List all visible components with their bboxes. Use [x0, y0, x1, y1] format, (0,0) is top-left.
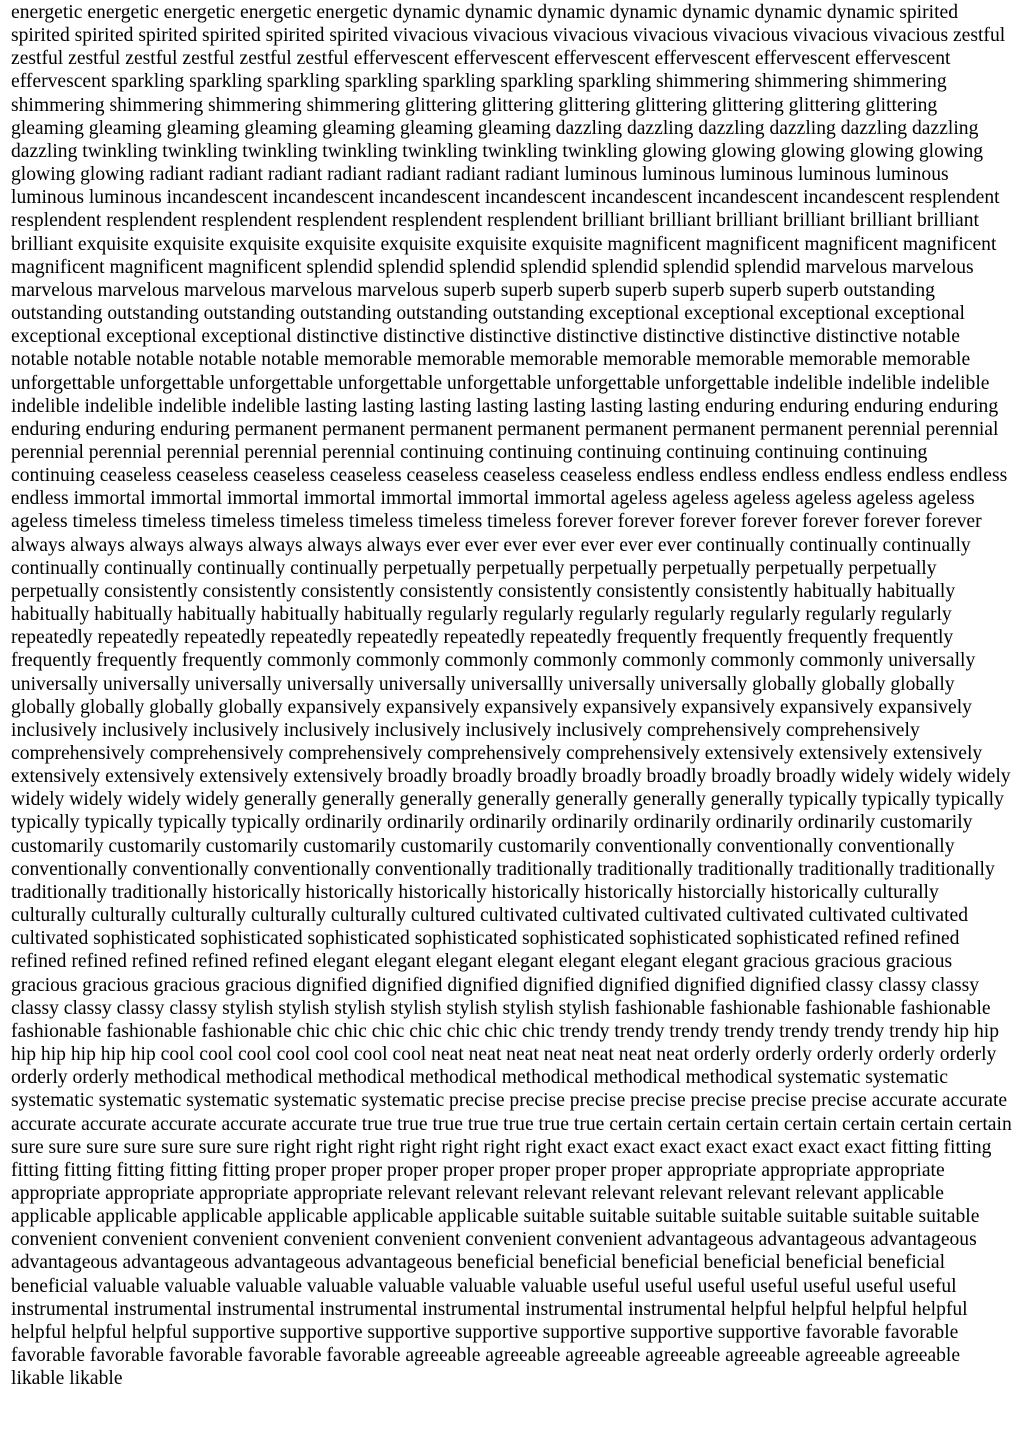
body-text: energetic energetic energetic energetic energetic dynamic dynamic dynamic dynamic dynamic dynamic dynamic spirited spirited spirited spirited spirited spirited spirited vivacious vivacious vivacious vivacious vivacious vivacious vivacious zestful zestful zestful zestful zestful zestful zestful effervescent effervescent effervescent effervescent effervescent effervescent effervescent sparkling sparkling sparkling sparkling sparkling sparkling sparkling shimmering shimmering shimmering shimmering shimmering shimmering shimmering glittering glittering glittering glittering glittering glittering glittering gleaming gleaming gleaming gleaming gleaming gleaming gleaming dazzling dazzling dazzling dazzling dazzling dazzling dazzling twinkling twinkling twinkling twinkling twinkling twinkling twinkling glowing glowing glowing glowing glowing glowing glowing radiant radiant radiant radiant radiant radiant radiant luminous luminous luminous luminous luminous luminous luminous incandescent incandescent incandescent incandescent incandescent incandescent incandescent resplendent resplendent resplendent resplendent resplendent resplendent resplendent brilliant brilliant brilliant brilliant brilliant brilliant brilliant exquisite exquisite exquisite exquisite exquisite exquisite exquisite magnificent magnificent magnificent magnificent magnificent magnificent magnificent splendid splendid splendid splendid splendid splendid splendid marvelous marvelous marvelous marvelous marvelous marvelous marvelous superb superb superb superb superb superb superb outstanding outstanding outstanding outstanding outstanding outstanding outstanding exceptional exceptional exceptional exceptional exceptional exceptional exceptional distinctive distinctive distinctive distinctive distinctive distinctive distinctive notable notable notable notable notable notable memorable memorable memorable memorable memorable memorable memorable unforgettable unforgettable unforgettable unforgettable unforgettable unforgettable unforgettable indelible indelible indelible indelible indelible indelible indelible lasting lasting lasting lasting lasting lasting lasting enduring enduring enduring enduring enduring enduring enduring permanent permanent permanent permanent permanent permanent permanent perennial perennial perennial perennial perennial perennial perennial continuing continuing continuing continuing continuing continuing continuing ceaseless ceaseless ceaseless ceaseless ceaseless ceaseless ceaseless endless endless endless endless endless endless endless immortal immortal immortal immortal immortal immortal immortal ageless ageless ageless ageless ageless ageless ageless timeless timeless timeless timeless timeless timeless timeless forever forever forever forever forever forever forever always always always always always always always ever ever ever ever ever ever ever continually continually continually continually continually continually continually perpetually perpetually perpetually perpetually perpetually perpetually perpetually consistently consistently consistently consistently consistently consistently consistently habitually habitually habitually habitually habitually habitually habitually regularly regularly regularly regularly regularly regularly regularly repeatedly repeatedly repeatedly repeatedly repeatedly repeatedly repeatedly frequently frequently frequently frequently frequently frequently frequently commonly commonly commonly commonly commonly commonly commonly universally universally universally universally universally universally universallly universally universally globally globally globally globally globally globally globally expansively expansively expansively expansively expansively expansively expansively inclusively inclusively inclusively inclusively inclusively inclusively inclusively comprehensively comprehensively comprehensively comprehensively comprehensively comprehensively comprehensively extensively extensively extensively extensively extensively extensively extensively broadly broadly broadly broadly broadly broadly broadly widely widely widely widely widely widely widely generally generally generally generally generally generally generally typically typically typically typically typically typically typically ordinarily ordinarily ordinarily ordinarily ordinarily ordinarily ordinarily customarily customarily customarily customarily customarily customarily customarily conventionally conventionally conventionally conventionally conventionally conventionally conventionally traditionally traditionally traditionally traditionally traditionally traditionally traditionally historically historically historically historically historically historcially historically culturally culturally culturally culturally culturally culturally cultured cultivated cultivated cultivated cultivated cultivated cultivated cultivated sophisticated sophisticated sophisticated sophisticated sophisticated sophisticated sophisticated refined refined refined refined refined refined refined elegant elegant elegant elegant elegant elegant elegant gracious gracious gracious gracious gracious gracious gracious dignified dignified dignified dignified dignified dignified dignified classy classy classy classy classy classy classy stylish stylish stylish stylish stylish stylish stylish fashionable fashionable fashionable fashionable fashionable fashionable fashionable chic chic chic chic chic chic chic trendy trendy trendy trendy trendy trendy trendy hip hip hip hip hip hip hip cool cool cool cool cool cool cool neat neat neat neat neat neat neat orderly orderly orderly orderly orderly orderly orderly methodical methodical methodical methodical methodical methodical methodical systematic systematic systematic systematic systematic systematic systematic precise precise precise precise precise precise precise accurate accurate accurate accurate accurate accurate accurate true true true true true true true certain certain certain certain certain certain certain sure sure sure sure sure sure sure right right right right right right right exact exact exact exact exact exact exact fitting fitting fitting fitting fitting fitting fitting proper proper proper proper proper proper proper appropriate appropriate appropriate appropriate appropriate appropriate appropriate relevant relevant relevant relevant relevant relevant relevant applicable applicable applicable applicable applicable applicable applicable suitable suitable suitable suitable suitable suitable suitable convenient convenient convenient convenient convenient convenient convenient advantageous advantageous advantageous advantageous advantageous advantageous advantageous beneficial beneficial beneficial beneficial beneficial beneficial beneficial valuable valuable valuable valuable valuable valuable valuable useful useful useful useful useful useful useful instrumental instrumental instrumental instrumental instrumental instrumental instrumental helpful helpful helpful helpful helpful helpful helpful supportive supportive supportive supportive supportive supportive supportive favorable favorable favorable favorable favorable favorable favorable agreeable agreeable agreeable agreeable agreeable agreeable agreeable likable likable — [11, 2, 1012, 1390]
